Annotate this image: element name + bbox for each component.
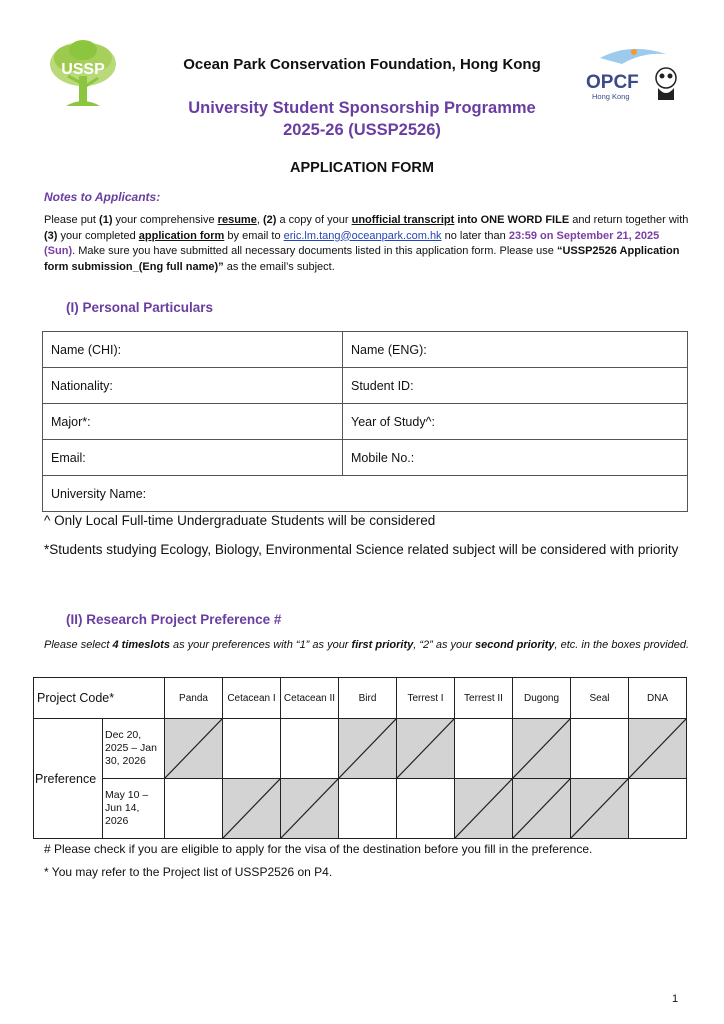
footnote-priority-subjects: *Students studying Ecology, Biology, Environmental Science related subject will be considered with priority [44, 542, 679, 557]
form-title: APPLICATION FORM [290, 160, 434, 176]
preference-cell-unavailable [513, 779, 571, 839]
preference-cell[interactable] [223, 719, 281, 779]
diagonal-strike-icon [165, 719, 222, 778]
diagonal-strike-icon [571, 779, 628, 838]
programme-title: University Student Sponsorship Programme [188, 99, 536, 117]
preference-cell[interactable] [397, 779, 455, 839]
preference-cell-unavailable [629, 719, 687, 779]
major-field[interactable]: Major*: [43, 404, 343, 440]
svg-text:Hong Kong: Hong Kong [592, 92, 630, 101]
project-header: Cetacean II [281, 678, 339, 719]
preference-instructions: Please select 4 timeslots as your preferences with “1” as your first priority, “2” as your second priority, etc. in the boxes provided. [44, 639, 690, 651]
diagonal-strike-icon [397, 719, 454, 778]
preference-cell-unavailable [397, 719, 455, 779]
section-personal-heading: (I) Personal Particulars [66, 300, 214, 315]
university-field[interactable]: University Name: [43, 476, 688, 512]
personal-particulars-table [42, 331, 688, 512]
project-header: Terrest II [455, 678, 513, 719]
programme-code: 2025-26 (USSP2526) [283, 121, 441, 139]
email-field[interactable]: Email: [43, 440, 343, 476]
student-id-field[interactable]: Student ID: [343, 368, 688, 404]
preference-cell-unavailable [165, 719, 223, 779]
preference-cell[interactable] [339, 779, 397, 839]
notes-paragraph: Please put (1) your comprehensive resume, (2) a copy of your unofficial transcript into ONE WORD FILE and return together with (3) your completed application form by email to eric.lm.tang@oceanpark.com.hk no later than 23:59 on September 21, 2025 (Sun). Make sure you have submitted all necessary documents listed in this application form. Please use “USSP2526 Application form submission_(Eng full name)” as the email’s subject. [44, 214, 689, 273]
project-preference-table [33, 677, 687, 839]
diagonal-strike-icon [455, 779, 512, 838]
project-code-label: Project Code* [34, 678, 165, 719]
email-subject: “USSP2526 Application form submission_(Eng full name)” [44, 245, 680, 273]
timeslot-1: Dec 20, 2025 – Jan 30, 2026 [103, 719, 165, 779]
project-header: Terrest I [397, 678, 455, 719]
year-of-study-field[interactable]: Year of Study^: [343, 404, 688, 440]
footnote-visa: # Please check if you are eligible to apply for the visa of the destination before you fill in the preference. [44, 842, 593, 856]
svg-text:USSP: USSP [61, 61, 105, 78]
preference-cell-unavailable [571, 779, 629, 839]
preference-cell-unavailable [339, 719, 397, 779]
project-header: Bird [339, 678, 397, 719]
name-eng-field[interactable]: Name (ENG): [343, 332, 688, 368]
notes-title: Notes to Applicants: [44, 190, 161, 204]
project-header: Panda [165, 678, 223, 719]
section-research-heading: (II) Research Project Preference # [66, 612, 282, 627]
preference-cell[interactable] [165, 779, 223, 839]
project-header: Cetacean I [223, 678, 281, 719]
email-link[interactable]: eric.lm.tang@oceanpark.com.hk [283, 229, 442, 242]
preference-cell[interactable] [281, 719, 339, 779]
deadline: 23:59 on September 21, 2025 (Sun) [44, 229, 660, 257]
nationality-field[interactable]: Nationality: [43, 368, 343, 404]
preference-cell-unavailable [223, 779, 281, 839]
diagonal-strike-icon [513, 779, 570, 838]
organization-name: Ocean Park Conservation Foundation, Hong Kong [183, 56, 541, 73]
project-header: Seal [571, 678, 629, 719]
project-header: Dugong [513, 678, 571, 719]
footnote-project-list: * You may refer to the Project list of USSP2526 on P4. [44, 865, 333, 879]
name-chi-field[interactable]: Name (CHI): [43, 332, 343, 368]
preference-cell-unavailable [281, 779, 339, 839]
preference-cell[interactable] [455, 719, 513, 779]
page-number: 1 [672, 993, 679, 1005]
preference-cell[interactable] [571, 719, 629, 779]
diagonal-strike-icon [339, 719, 396, 778]
footnote-local-students: ^ Only Local Full-time Undergraduate Students will be considered [44, 513, 436, 528]
diagonal-strike-icon [281, 779, 338, 838]
mobile-field[interactable]: Mobile No.: [343, 440, 688, 476]
project-header: DNA [629, 678, 687, 719]
preference-cell[interactable] [629, 779, 687, 839]
preference-cell-unavailable [513, 719, 571, 779]
diagonal-strike-icon [513, 719, 570, 778]
diagonal-strike-icon [629, 719, 686, 778]
timeslot-2: May 10 – Jun 14, 2026 [103, 779, 165, 839]
preference-label: Preference [34, 719, 103, 839]
diagonal-strike-icon [223, 779, 280, 838]
preference-cell-unavailable [455, 779, 513, 839]
svg-text:OPCF: OPCF [586, 72, 639, 93]
